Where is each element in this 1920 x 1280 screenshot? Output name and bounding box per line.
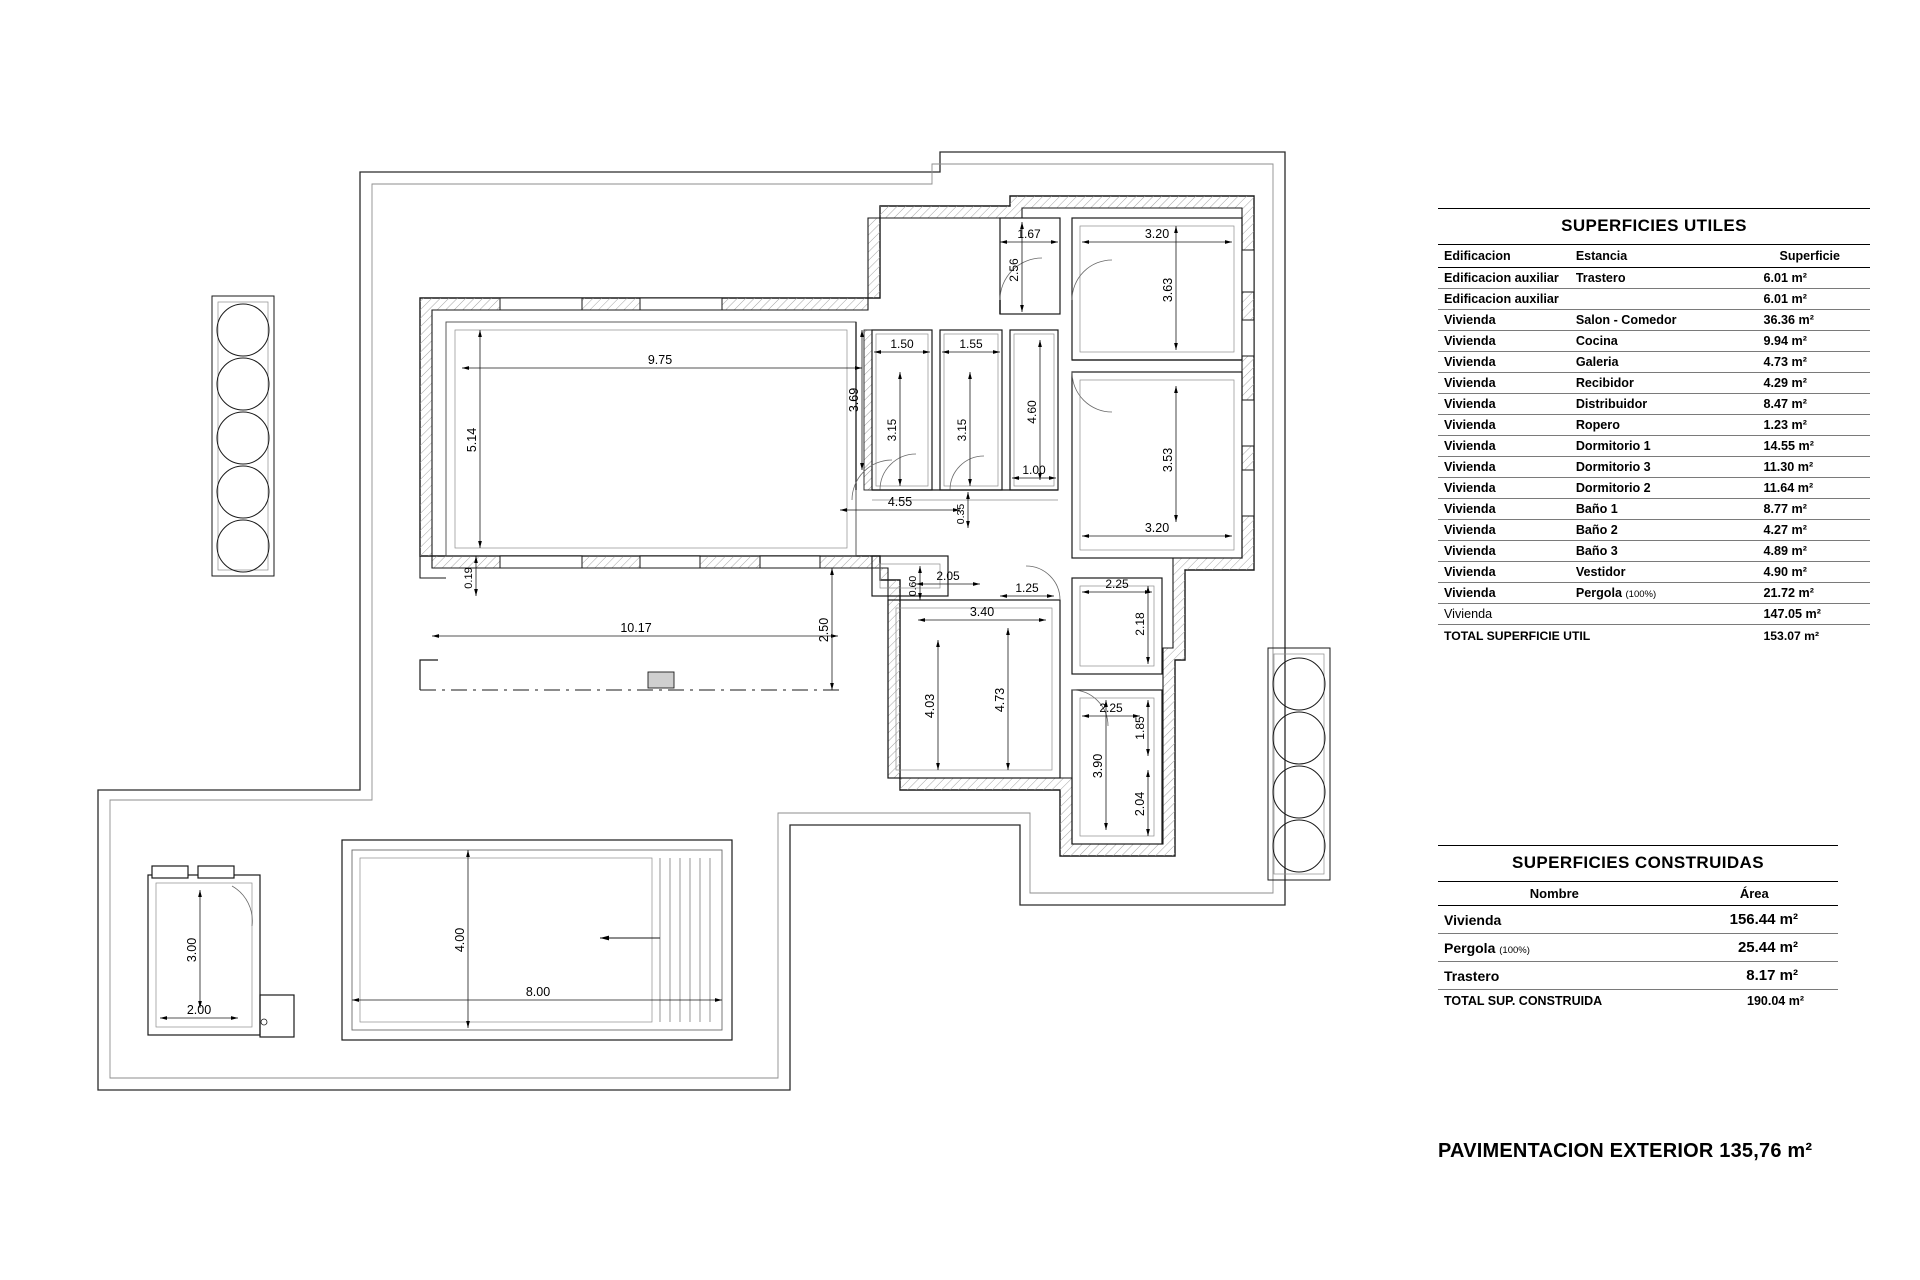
table-row	[1438, 289, 1870, 310]
dim-dist-len: 4.55	[887, 495, 913, 509]
dim-salon-length: 9.75	[647, 353, 673, 367]
dim-dist-small: 0.35	[955, 503, 967, 525]
cell-estancia: Dormitorio 3	[1570, 457, 1750, 478]
cell-edificacion: Vivienda	[1438, 499, 1570, 520]
cell-edificacion: Edificacion auxiliar	[1438, 289, 1570, 310]
dim-pool-h: 4.00	[453, 927, 467, 953]
dim-galeria-depth: 3.69	[847, 387, 861, 413]
cell-estancia-note: (100%)	[1625, 589, 1657, 600]
dim-pool-w: 8.00	[525, 985, 551, 999]
cell-estancia: Ropero	[1570, 415, 1750, 436]
table-row	[1438, 962, 1838, 990]
cell-area: 8.17 m²	[1671, 962, 1838, 990]
dim-recibidor-h: 3.15	[887, 418, 899, 442]
table-row	[1438, 310, 1870, 331]
utiles-title-row	[1438, 209, 1870, 245]
cell-nombre-note: (100%)	[1499, 944, 1530, 956]
table-row	[1438, 352, 1870, 373]
table-row	[1438, 436, 1870, 457]
table-row	[1438, 478, 1870, 499]
cell-nombre: Vivienda	[1438, 906, 1671, 934]
cell-superficie: 4.73 m²	[1749, 352, 1870, 373]
table-row	[1438, 457, 1870, 478]
cell-area: 25.44 m²	[1671, 934, 1838, 962]
dim-dorm2-h: 3.53	[1161, 447, 1175, 473]
dim-kitchen-w: 2.05	[936, 569, 960, 583]
utiles-header-row	[1438, 245, 1870, 268]
cell-estancia: Baño 3	[1570, 541, 1750, 562]
cell-superficie: 8.47 m²	[1749, 394, 1870, 415]
utiles-table	[1438, 208, 1870, 647]
dim-recibidor-w: 1.50	[890, 337, 914, 351]
dim-terrace-length: 10.17	[620, 621, 652, 635]
cell-estancia	[1570, 289, 1750, 310]
cell-superficie: 21.72 m²	[1749, 583, 1870, 604]
cell-edificacion: Vivienda	[1438, 541, 1570, 562]
cell-estancia: Baño 2	[1570, 520, 1750, 541]
superficies-utiles-table	[1438, 208, 1870, 647]
cell-estancia: Dormitorio 1	[1570, 436, 1750, 457]
dim-kitchen-pass: 1.25	[1015, 581, 1039, 595]
construidas-header-row	[1438, 882, 1838, 906]
dim-ropero-w: 1.55	[959, 337, 983, 351]
cell-superficie: 4.89 m²	[1749, 541, 1870, 562]
cell-estancia: Trastero	[1570, 268, 1750, 289]
table-row	[1438, 415, 1870, 436]
dim-terrace-offset: 2.50	[817, 617, 831, 643]
cell-estancia: Cocina	[1570, 331, 1750, 352]
cell-edificacion: Vivienda	[1438, 562, 1570, 583]
dim-bath2-side: 3.90	[1091, 753, 1105, 779]
cell-edificacion: Vivienda	[1438, 436, 1570, 457]
cell-nombre-label: Pergola	[1444, 939, 1496, 956]
utiles-total-row	[1438, 625, 1870, 648]
cell-superficie: 4.90 m²	[1749, 562, 1870, 583]
utiles-subtotal-row	[1438, 604, 1870, 625]
utiles-header-estancia: Estancia	[1570, 245, 1750, 268]
dim-bath2-bot: 2.04	[1133, 791, 1147, 817]
dim-dorm1-w: 3.20	[1144, 227, 1170, 241]
table-row	[1438, 499, 1870, 520]
subtotal-blank	[1570, 604, 1750, 625]
utiles-total-label: TOTAL SUPERFICIE UTIL	[1444, 629, 1591, 643]
construidas-header-nombre: Nombre	[1438, 882, 1671, 906]
table-row	[1438, 373, 1870, 394]
table-row	[1438, 906, 1838, 934]
cell-estancia: Vestidor	[1570, 562, 1750, 583]
dim-bano-w: 1.00	[1022, 463, 1046, 477]
utiles-header-edificacion: Edificacion	[1438, 245, 1570, 268]
construidas-total-row	[1438, 990, 1838, 1013]
cell-edificacion: Vivienda	[1438, 394, 1570, 415]
construidas-total-value: 190.04 m²	[1747, 994, 1804, 1008]
cell-superficie: 36.36 m²	[1749, 310, 1870, 331]
dim-entry-w: 1.67	[1017, 227, 1041, 241]
cell-estancia: Dormitorio 2	[1570, 478, 1750, 499]
dim-salon-offset: 0.19	[463, 567, 475, 589]
cell-superficie: 4.27 m²	[1749, 520, 1870, 541]
dim-dorm1-h: 3.63	[1161, 277, 1175, 303]
cell-edificacion: Edificacion auxiliar	[1438, 268, 1570, 289]
dim-entry-h: 2.56	[1007, 258, 1021, 282]
cell-superficie: 4.29 m²	[1749, 373, 1870, 394]
table-row	[1438, 562, 1870, 583]
cell-estancia: Recibidor	[1570, 373, 1750, 394]
cell-superficie: 11.30 m²	[1749, 457, 1870, 478]
cell-estancia: Baño 1	[1570, 499, 1750, 520]
cell-estancia: Salon - Comedor	[1570, 310, 1750, 331]
utiles-header-superficie: Superficie	[1749, 245, 1870, 268]
dim-dorm2-w: 3.20	[1144, 521, 1170, 535]
cell-superficie: 14.55 m²	[1749, 436, 1870, 457]
cell-superficie: 11.64 m²	[1749, 478, 1870, 499]
cell-edificacion: Vivienda	[1438, 373, 1570, 394]
table-row	[1438, 268, 1870, 289]
construidas-total-label: TOTAL SUP. CONSTRUIDA	[1444, 994, 1603, 1008]
cell-edificacion: Vivienda	[1438, 457, 1570, 478]
cell-nombre	[1438, 934, 1671, 962]
dim-dorm3-w: 3.40	[969, 605, 995, 619]
table-row	[1438, 541, 1870, 562]
cell-superficie: 9.94 m²	[1749, 331, 1870, 352]
dim-bano-h: 4.60	[1025, 400, 1039, 424]
construidas-title: SUPERFICIES CONSTRUIDAS	[1438, 846, 1838, 882]
dim-store-w: 2.00	[186, 1003, 212, 1017]
utiles-title: SUPERFICIES UTILES	[1438, 209, 1870, 245]
dim-salon-width: 5.14	[465, 427, 479, 453]
cell-edificacion: Vivienda	[1438, 310, 1570, 331]
cell-nombre: Trastero	[1438, 962, 1671, 990]
dim-kitchen-small: 0.60	[907, 575, 919, 597]
subtotal-value: 147.05 m²	[1749, 604, 1870, 625]
cell-superficie: 8.77 m²	[1749, 499, 1870, 520]
subtotal-label: Vivienda	[1438, 604, 1570, 625]
cell-estancia-label: Pergola	[1575, 586, 1623, 600]
construidas-header-area: Área	[1671, 882, 1838, 906]
cell-superficie: 1.23 m²	[1749, 415, 1870, 436]
table-row	[1438, 520, 1870, 541]
table-row	[1438, 394, 1870, 415]
dim-dorm3-side: 4.03	[923, 693, 937, 719]
dim-bath2-h: 1.85	[1133, 716, 1147, 740]
cell-estancia	[1570, 583, 1750, 604]
cell-superficie: 6.01 m²	[1749, 268, 1870, 289]
superficies-construidas-table	[1438, 845, 1838, 1012]
dim-bath2-w: 2.25	[1099, 701, 1123, 715]
cell-edificacion: Vivienda	[1438, 415, 1570, 436]
table-row	[1438, 331, 1870, 352]
cell-area: 156.44 m²	[1671, 906, 1838, 934]
table-row	[1438, 583, 1870, 604]
cell-edificacion: Vivienda	[1438, 520, 1570, 541]
dim-ropero-h: 3.15	[957, 418, 969, 442]
cell-superficie: 6.01 m²	[1749, 289, 1870, 310]
cell-estancia: Galeria	[1570, 352, 1750, 373]
cell-edificacion: Vivienda	[1438, 583, 1570, 604]
construidas-title-row	[1438, 846, 1838, 882]
dim-store-h: 3.00	[185, 937, 199, 963]
dim-bath3-h: 2.18	[1133, 612, 1147, 636]
table-row	[1438, 934, 1838, 962]
cell-edificacion: Vivienda	[1438, 478, 1570, 499]
cell-estancia: Distribuidor	[1570, 394, 1750, 415]
dim-bath3-w: 2.25	[1105, 577, 1129, 591]
construidas-table	[1438, 845, 1838, 1012]
cell-edificacion: Vivienda	[1438, 331, 1570, 352]
pavimentacion-exterior-note: PAVIMENTACION EXTERIOR 135,76 m²	[1438, 1140, 1813, 1162]
cell-edificacion: Vivienda	[1438, 352, 1570, 373]
dim-dorm3-h: 4.73	[993, 687, 1007, 713]
utiles-total-value: 153.07 m²	[1763, 629, 1820, 643]
